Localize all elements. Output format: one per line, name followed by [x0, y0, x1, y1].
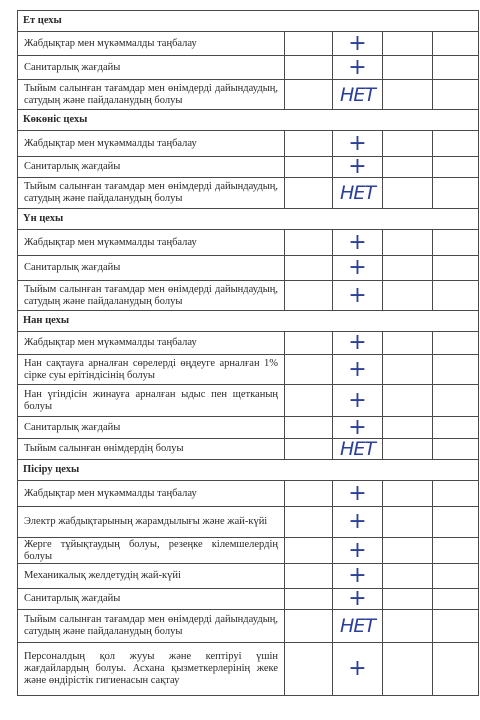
checklist-item-text: Жабдықтар мен мүкәммалды таңбалау [18, 332, 285, 355]
checklist-row [18, 281, 479, 311]
empty-cell [433, 643, 479, 696]
handwritten-mark-cell [333, 281, 383, 311]
handwritten-mark: + [348, 255, 367, 280]
empty-cell [285, 610, 333, 643]
empty-cell [285, 80, 333, 110]
handwritten-mark: + [348, 156, 367, 178]
empty-cell [285, 178, 333, 209]
handwritten-mark: + [348, 282, 367, 308]
handwritten-mark: НЕТ [340, 83, 375, 106]
empty-cell [383, 80, 433, 110]
empty-cell [433, 281, 479, 311]
empty-cell [433, 538, 479, 564]
empty-cell [285, 56, 333, 80]
handwritten-mark: + [348, 656, 367, 681]
empty-cell [285, 564, 333, 589]
checklist-item-text: Тыйым салынған тағамдар мен өнімдерді дайындаудың, сатудың және пайдаланудың болуы [18, 80, 285, 110]
checklist-row [18, 157, 479, 178]
empty-cell [383, 564, 433, 589]
empty-cell [285, 131, 333, 157]
handwritten-mark: + [348, 537, 367, 563]
empty-cell [433, 507, 479, 538]
empty-cell [433, 178, 479, 209]
empty-cell [383, 32, 433, 56]
empty-cell [285, 481, 333, 507]
empty-cell [285, 643, 333, 696]
empty-cell [383, 610, 433, 643]
empty-cell [285, 538, 333, 564]
checklist-item-text: Механикалық желдетудің жай-күйі [18, 564, 285, 589]
checklist-row [18, 564, 479, 589]
handwritten-mark-cell [333, 80, 383, 110]
handwritten-mark-cell [333, 56, 383, 80]
checklist-row [18, 643, 479, 696]
checklist-row [18, 589, 479, 610]
checklist-item-text: Жабдықтар мен мүкәммалды таңбалау [18, 32, 285, 56]
handwritten-mark-cell [333, 256, 383, 281]
empty-cell [433, 80, 479, 110]
checklist-item-text: Санитарлық жағдайы [18, 589, 285, 610]
handwritten-mark-cell [333, 230, 383, 256]
handwritten-mark-cell [333, 589, 383, 610]
handwritten-mark-cell [333, 643, 383, 696]
empty-cell [433, 417, 479, 439]
checklist-item-text: Санитарлық жағдайы [18, 56, 285, 80]
checklist-item-text: Санитарлық жағдайы [18, 157, 285, 178]
checklist-item-text: Тыйым салынған тағамдар мен өнімдерді дайындаудың, сатудың және пайдаланудың болуы [18, 610, 285, 643]
handwritten-mark-cell [333, 332, 383, 355]
empty-cell [383, 507, 433, 538]
section-title: Пісіру цехы [18, 460, 479, 481]
empty-cell [383, 481, 433, 507]
handwritten-mark: + [348, 588, 367, 610]
empty-cell [433, 355, 479, 385]
section-header-row [18, 209, 479, 230]
handwritten-mark-cell [333, 481, 383, 507]
handwritten-mark: + [348, 509, 367, 534]
empty-cell [285, 507, 333, 538]
handwritten-mark: + [348, 229, 367, 255]
empty-cell [383, 178, 433, 209]
empty-cell [285, 256, 333, 281]
checklist-row [18, 610, 479, 643]
checklist-row [18, 439, 479, 460]
empty-cell [285, 385, 333, 417]
section-header-row [18, 110, 479, 131]
empty-cell [433, 610, 479, 643]
checklist-row [18, 80, 479, 110]
handwritten-mark: + [348, 356, 367, 382]
handwritten-mark-cell [333, 385, 383, 417]
checklist-row [18, 507, 479, 538]
handwritten-mark-cell [333, 32, 383, 56]
empty-cell [433, 439, 479, 460]
handwritten-mark: + [348, 31, 367, 56]
checklist-item-text: Жерге тұйықтаудың болуы, резеңке кілемшелердің болуы [18, 538, 285, 564]
empty-cell [285, 332, 333, 355]
handwritten-mark-cell [333, 538, 383, 564]
handwritten-mark-cell [333, 610, 383, 643]
empty-cell [433, 564, 479, 589]
checklist-item-text: Нан сақтауға арналған сөрелерді өңдеуге арналған 1% сірке суы ерітіндісінің болуы [18, 355, 285, 385]
checklist-row [18, 332, 479, 355]
checklist-item-text: Санитарлық жағдайы [18, 256, 285, 281]
handwritten-mark-cell [333, 439, 383, 460]
empty-cell [433, 256, 479, 281]
empty-cell [433, 32, 479, 56]
checklist-item-text: Тыйым салынған тағамдар мен өнімдерді дайындаудың, сатудың және пайдаланудың болуы [18, 281, 285, 311]
checklist-row [18, 131, 479, 157]
empty-cell [433, 332, 479, 355]
checklist-row [18, 178, 479, 209]
handwritten-mark-cell [333, 507, 383, 538]
section-header-row [18, 311, 479, 332]
checklist-row [18, 32, 479, 56]
checklist-item-text: Электр жабдықтарының жарамдылығы және жай-күйі [18, 507, 285, 538]
empty-cell [383, 332, 433, 355]
checklist-row [18, 56, 479, 80]
handwritten-mark: + [348, 480, 367, 506]
empty-cell [433, 385, 479, 417]
handwritten-mark: + [348, 563, 367, 588]
checklist-item-text: Жабдықтар мен мүкәммалды таңбалау [18, 481, 285, 507]
checklist-item-text: Жабдықтар мен мүкәммалды таңбалау [18, 230, 285, 256]
empty-cell [433, 131, 479, 157]
checklist-item-text: Тыйым салынған өнімдердің болуы [18, 439, 285, 460]
handwritten-mark: + [348, 331, 367, 355]
empty-cell [383, 157, 433, 178]
empty-cell [383, 385, 433, 417]
section-title: Ет цехы [18, 11, 479, 32]
empty-cell [433, 56, 479, 80]
empty-cell [285, 355, 333, 385]
empty-cell [383, 131, 433, 157]
checklist-row [18, 538, 479, 564]
empty-cell [285, 439, 333, 460]
handwritten-mark-cell [333, 131, 383, 157]
inspection-checklist-table [17, 10, 479, 696]
handwritten-mark-cell [333, 417, 383, 439]
checklist-row [18, 385, 479, 417]
section-title: Үн цехы [18, 209, 479, 230]
handwritten-mark-cell [333, 157, 383, 178]
checklist-item-text: Жабдықтар мен мүкәммалды таңбалау [18, 131, 285, 157]
checklist-item-text: Персоналдың қол жууы және кептіруі үшін жағдайлардың болуы. Асхана қызметкерлерінің жеке және өндірістік гигиенасын сақтау [18, 643, 285, 696]
checklist-row [18, 256, 479, 281]
handwritten-mark-cell [333, 355, 383, 385]
empty-cell [383, 230, 433, 256]
empty-cell [383, 538, 433, 564]
section-title: Нан цехы [18, 311, 479, 332]
section-header-row [18, 460, 479, 481]
empty-cell [383, 281, 433, 311]
checklist-item-text: Санитарлық жағдайы [18, 417, 285, 439]
empty-cell [383, 643, 433, 696]
handwritten-mark: + [348, 130, 367, 156]
checklist-row [18, 417, 479, 439]
empty-cell [433, 157, 479, 178]
empty-cell [383, 439, 433, 460]
checklist-row [18, 230, 479, 256]
handwritten-mark: НЕТ [340, 615, 375, 637]
handwritten-mark: + [348, 55, 367, 80]
handwritten-mark: + [348, 387, 367, 413]
empty-cell [285, 32, 333, 56]
handwritten-mark: НЕТ [340, 182, 375, 204]
section-header-row [18, 11, 479, 32]
checklist-row [18, 481, 479, 507]
empty-cell [285, 281, 333, 311]
checklist-row [18, 355, 479, 385]
empty-cell [285, 417, 333, 439]
empty-cell [383, 256, 433, 281]
empty-cell [285, 589, 333, 610]
empty-cell [433, 481, 479, 507]
handwritten-mark: + [348, 416, 367, 439]
empty-cell [285, 230, 333, 256]
empty-cell [433, 230, 479, 256]
handwritten-mark: НЕТ [340, 438, 375, 460]
empty-cell [383, 56, 433, 80]
handwritten-mark-cell [333, 564, 383, 589]
handwritten-mark-cell [333, 178, 383, 209]
empty-cell [285, 157, 333, 178]
empty-cell [383, 589, 433, 610]
checklist-item-text: Нан үгіндісін жинауға арналған ыдыс пен щетканың болуы [18, 385, 285, 417]
checklist-item-text: Тыйым салынған тағамдар мен өнімдерді дайындаудың, сатудың және пайдаланудың болуы [18, 178, 285, 209]
empty-cell [383, 417, 433, 439]
empty-cell [383, 355, 433, 385]
section-title: Көкөніс цехы [18, 110, 479, 131]
empty-cell [433, 589, 479, 610]
